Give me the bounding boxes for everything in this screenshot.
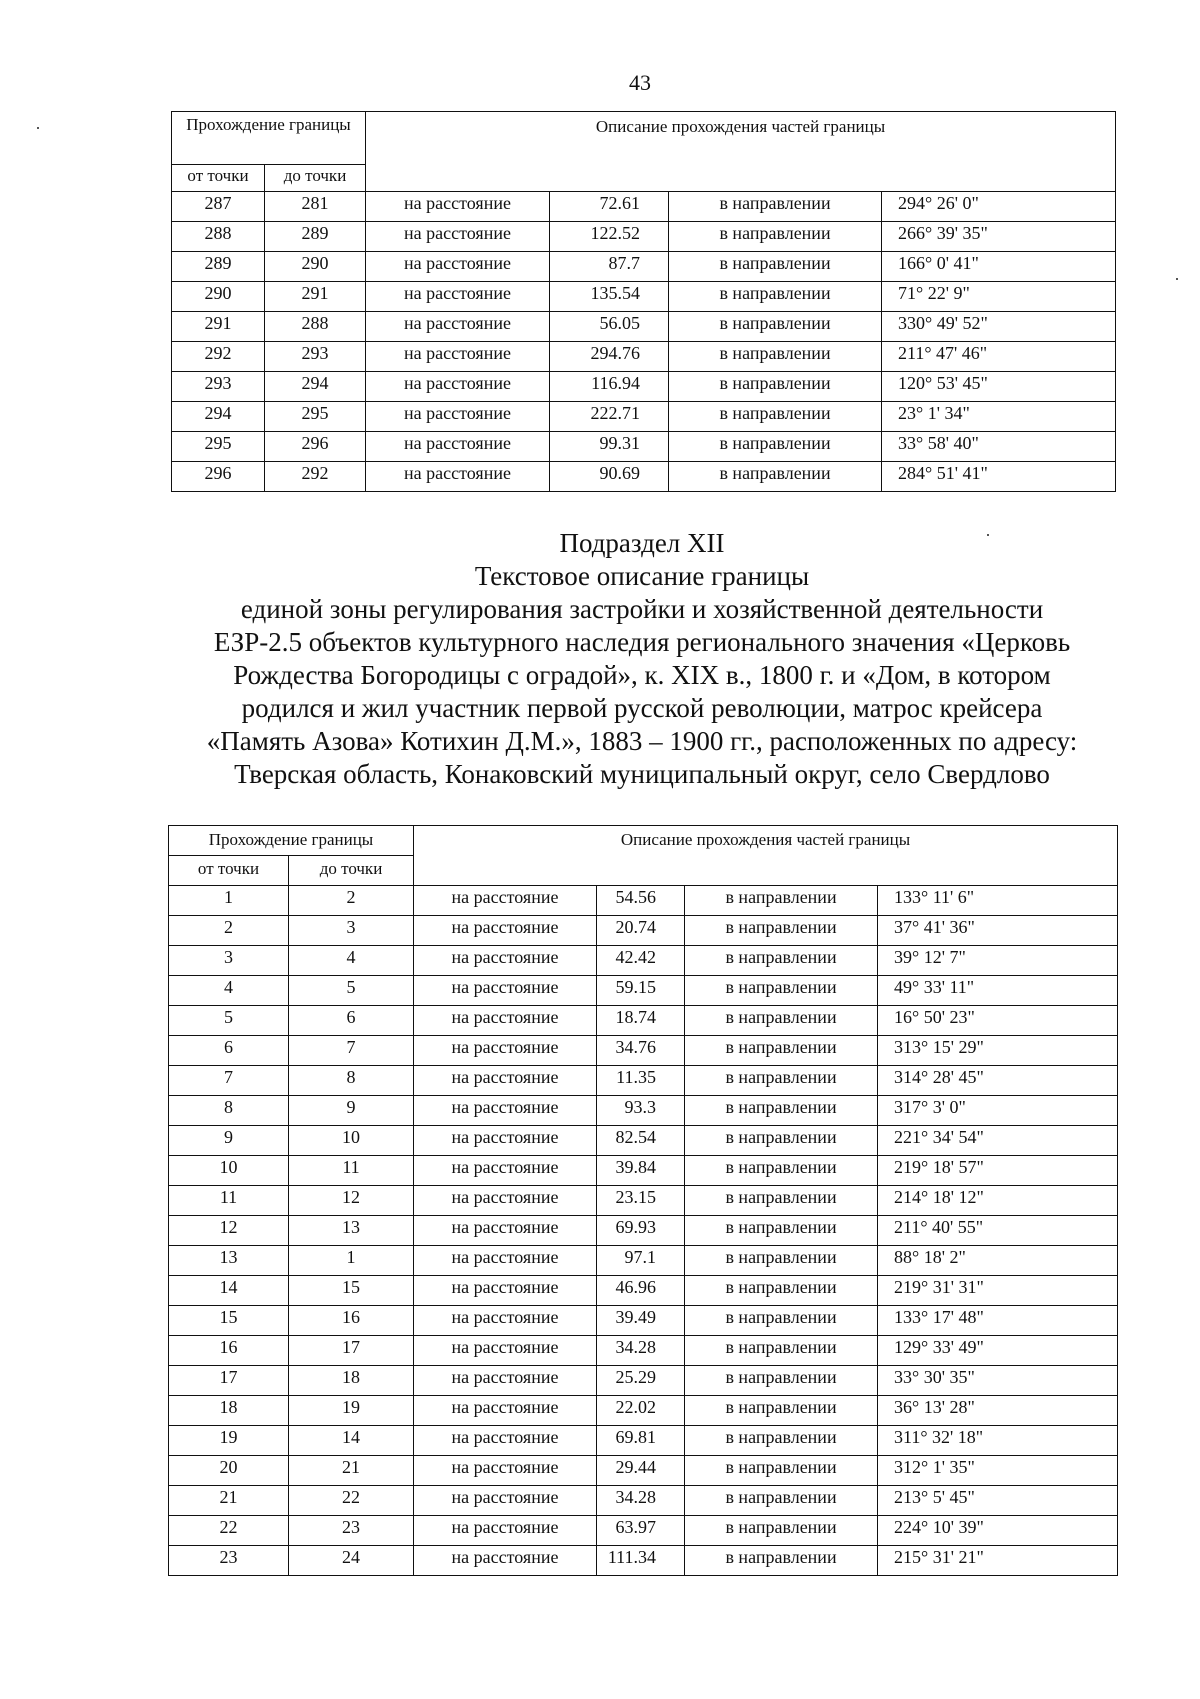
header-from-point: от точки — [172, 165, 265, 192]
table-row — [169, 1456, 1118, 1486]
cell-direction: 330° 49' 52" — [882, 312, 1116, 342]
cell-direction: 33° 30' 35" — [878, 1366, 1118, 1396]
table-row — [169, 1096, 1118, 1126]
cell-direction-label: в направлении — [685, 1516, 878, 1546]
cell-distance: 111.34 — [597, 1546, 685, 1576]
table-row — [172, 342, 1116, 372]
cell-distance: 122.52 — [550, 222, 669, 252]
cell-distance: 93.3 — [597, 1096, 685, 1126]
cell-distance: 34.76 — [597, 1036, 685, 1066]
cell-distance: 25.29 — [597, 1366, 685, 1396]
table-row — [169, 1006, 1118, 1036]
cell-direction: 317° 3' 0" — [878, 1096, 1118, 1126]
table-row — [169, 1216, 1118, 1246]
cell-to-point: 288 — [265, 312, 366, 342]
cell-from-point: 17 — [169, 1366, 289, 1396]
table-row — [172, 432, 1116, 462]
cell-distance-label: на расстояние — [414, 976, 597, 1006]
cell-distance-label: на расстояние — [414, 1186, 597, 1216]
table-row — [172, 282, 1116, 312]
cell-distance-label: на расстояние — [366, 462, 550, 492]
cell-distance-label: на расстояние — [414, 1036, 597, 1066]
cell-direction-label: в направлении — [685, 886, 878, 916]
scan-speck — [1176, 278, 1178, 280]
section-heading — [168, 527, 1116, 791]
cell-to-point: 13 — [289, 1216, 414, 1246]
cell-from-point: 293 — [172, 372, 265, 402]
cell-to-point: 17 — [289, 1336, 414, 1366]
cell-distance-label: на расстояние — [414, 1396, 597, 1426]
cell-direction: 71° 22' 9" — [882, 282, 1116, 312]
cell-direction: 33° 58' 40" — [882, 432, 1116, 462]
cell-direction-label: в направлении — [685, 1546, 878, 1576]
cell-direction: 213° 5' 45" — [878, 1486, 1118, 1516]
cell-distance: 39.84 — [597, 1156, 685, 1186]
table-row — [169, 976, 1118, 1006]
cell-distance: 97.1 — [597, 1246, 685, 1276]
cell-from-point: 8 — [169, 1096, 289, 1126]
cell-to-point: 293 — [265, 342, 366, 372]
cell-direction: 214° 18' 12" — [878, 1186, 1118, 1216]
cell-to-point: 11 — [289, 1156, 414, 1186]
cell-direction-label: в направлении — [685, 1456, 878, 1486]
cell-to-point: 14 — [289, 1426, 414, 1456]
cell-distance: 72.61 — [550, 192, 669, 222]
cell-direction-label: в направлении — [669, 252, 882, 282]
header-passage: Прохождение границы — [172, 112, 366, 165]
cell-distance: 59.15 — [597, 976, 685, 1006]
scan-speck — [37, 127, 39, 129]
cell-direction: 23° 1' 34" — [882, 402, 1116, 432]
cell-distance-label: на расстояние — [414, 916, 597, 946]
table-row — [169, 1546, 1118, 1576]
cell-direction-label: в направлении — [669, 222, 882, 252]
cell-to-point: 8 — [289, 1066, 414, 1096]
cell-distance: 39.49 — [597, 1306, 685, 1336]
cell-distance-label: на расстояние — [414, 1516, 597, 1546]
section-heading-line: единой зоны регулирования застройки и хозяйственной деятельности — [240, 594, 1044, 624]
cell-to-point: 1 — [289, 1246, 414, 1276]
table-row — [172, 312, 1116, 342]
table-row — [169, 1156, 1118, 1186]
header-to-point: до точки — [289, 856, 414, 886]
cell-distance: 82.54 — [597, 1126, 685, 1156]
cell-distance: 63.97 — [597, 1516, 685, 1546]
cell-direction-label: в направлении — [685, 946, 878, 976]
cell-direction: 224° 10' 39" — [878, 1516, 1118, 1546]
cell-direction: 37° 41' 36" — [878, 916, 1118, 946]
cell-from-point: 22 — [169, 1516, 289, 1546]
cell-direction: 88° 18' 2" — [878, 1246, 1118, 1276]
cell-direction: 16° 50' 23" — [878, 1006, 1118, 1036]
cell-to-point: 5 — [289, 976, 414, 1006]
section-heading-line: «Память Азова» Котихин Д.М.», 1883 – 1900 гг., расположенных по адресу: — [206, 726, 1078, 756]
cell-direction-label: в направлении — [685, 916, 878, 946]
cell-distance-label: на расстояние — [414, 1246, 597, 1276]
header-to-point: до точки — [265, 165, 366, 192]
cell-distance: 22.02 — [597, 1396, 685, 1426]
table-row — [172, 462, 1116, 492]
cell-direction: 133° 11' 6" — [878, 886, 1118, 916]
table-row — [172, 372, 1116, 402]
cell-from-point: 287 — [172, 192, 265, 222]
cell-direction-label: в направлении — [669, 372, 882, 402]
table-row — [172, 402, 1116, 432]
cell-from-point: 11 — [169, 1186, 289, 1216]
cell-distance: 18.74 — [597, 1006, 685, 1036]
section-heading-line: ЕЗР-2.5 объектов культурного наследия регионального значения «Церковь — [213, 627, 1071, 657]
cell-distance-label: на расстояние — [366, 402, 550, 432]
cell-to-point: 294 — [265, 372, 366, 402]
cell-direction-label: в направлении — [669, 402, 882, 432]
cell-distance: 69.93 — [597, 1216, 685, 1246]
table-row — [169, 1246, 1118, 1276]
boundary-table-top — [171, 111, 1116, 492]
cell-distance-label: на расстояние — [366, 432, 550, 462]
cell-from-point: 295 — [172, 432, 265, 462]
cell-to-point: 18 — [289, 1366, 414, 1396]
cell-distance-label: на расстояние — [366, 252, 550, 282]
cell-distance-label: на расстояние — [414, 1156, 597, 1186]
cell-distance-label: на расстояние — [414, 1066, 597, 1096]
table-row — [172, 192, 1116, 222]
cell-from-point: 6 — [169, 1036, 289, 1066]
cell-to-point: 281 — [265, 192, 366, 222]
cell-distance-label: на расстояние — [414, 886, 597, 916]
section-heading-line: Подраздел XII — [559, 528, 725, 558]
cell-direction: 313° 15' 29" — [878, 1036, 1118, 1066]
table-row — [169, 946, 1118, 976]
cell-direction: 314° 28' 45" — [878, 1066, 1118, 1096]
cell-to-point: 290 — [265, 252, 366, 282]
cell-direction-label: в направлении — [685, 1186, 878, 1216]
cell-distance: 29.44 — [597, 1456, 685, 1486]
cell-distance-label: на расстояние — [414, 1366, 597, 1396]
cell-to-point: 291 — [265, 282, 366, 312]
cell-distance: 34.28 — [597, 1336, 685, 1366]
table-row — [169, 1126, 1118, 1156]
cell-distance: 99.31 — [550, 432, 669, 462]
cell-direction-label: в направлении — [685, 1216, 878, 1246]
cell-direction: 284° 51' 41" — [882, 462, 1116, 492]
cell-from-point: 23 — [169, 1546, 289, 1576]
table-row — [169, 1306, 1118, 1336]
section-heading-line: родился и жил участник первой русской революции, матрос крейсера — [241, 693, 1043, 723]
cell-from-point: 16 — [169, 1336, 289, 1366]
cell-distance-label: на расстояние — [414, 1306, 597, 1336]
cell-distance-label: на расстояние — [366, 282, 550, 312]
cell-direction: 39° 12' 7" — [878, 946, 1118, 976]
cell-distance-label: на расстояние — [366, 222, 550, 252]
cell-to-point: 19 — [289, 1396, 414, 1426]
cell-to-point: 23 — [289, 1516, 414, 1546]
cell-direction-label: в направлении — [685, 1426, 878, 1456]
cell-direction-label: в направлении — [685, 1246, 878, 1276]
cell-direction-label: в направлении — [685, 1066, 878, 1096]
cell-from-point: 288 — [172, 222, 265, 252]
cell-to-point: 16 — [289, 1306, 414, 1336]
cell-to-point: 295 — [265, 402, 366, 432]
cell-to-point: 292 — [265, 462, 366, 492]
cell-direction-label: в направлении — [685, 1156, 878, 1186]
cell-direction-label: в направлении — [685, 1006, 878, 1036]
page-number: 43 — [629, 70, 651, 95]
cell-to-point: 15 — [289, 1276, 414, 1306]
table-row — [169, 1276, 1118, 1306]
table-row — [169, 1516, 1118, 1546]
cell-direction: 266° 39' 35" — [882, 222, 1116, 252]
cell-distance-label: на расстояние — [414, 1006, 597, 1036]
table-row — [172, 222, 1116, 252]
cell-distance-label: на расстояние — [414, 1126, 597, 1156]
cell-direction-label: в направлении — [685, 1276, 878, 1306]
cell-from-point: 289 — [172, 252, 265, 282]
header-description: Описание прохождения частей границы — [414, 826, 1118, 886]
cell-direction-label: в направлении — [685, 976, 878, 1006]
cell-from-point: 290 — [172, 282, 265, 312]
cell-direction: 36° 13' 28" — [878, 1396, 1118, 1426]
cell-direction: 120° 53' 45" — [882, 372, 1116, 402]
cell-from-point: 20 — [169, 1456, 289, 1486]
cell-direction-label: в направлении — [669, 192, 882, 222]
table-row — [169, 886, 1118, 916]
cell-distance-label: на расстояние — [414, 1336, 597, 1366]
cell-direction: 49° 33' 11" — [878, 976, 1118, 1006]
cell-distance: 90.69 — [550, 462, 669, 492]
cell-direction-label: в направлении — [685, 1036, 878, 1066]
cell-distance: 69.81 — [597, 1426, 685, 1456]
cell-distance-label: на расстояние — [366, 342, 550, 372]
cell-direction-label: в направлении — [685, 1396, 878, 1426]
cell-distance-label: на расстояние — [414, 1486, 597, 1516]
cell-distance: 34.28 — [597, 1486, 685, 1516]
cell-from-point: 291 — [172, 312, 265, 342]
cell-to-point: 12 — [289, 1186, 414, 1216]
cell-distance-label: на расстояние — [414, 1456, 597, 1486]
boundary-table-bottom — [168, 825, 1118, 1576]
cell-direction-label: в направлении — [685, 1336, 878, 1366]
section-heading-line: Тверская область, Конаковский муниципальный округ, село Свердлово — [234, 759, 1050, 789]
table-row — [169, 1486, 1118, 1516]
cell-distance-label: на расстояние — [414, 1096, 597, 1126]
cell-to-point: 21 — [289, 1456, 414, 1486]
cell-distance-label: на расстояние — [414, 1216, 597, 1246]
cell-distance-label: на расстояние — [414, 1426, 597, 1456]
table-row — [169, 1066, 1118, 1096]
header-description: Описание прохождения частей границы — [366, 112, 1116, 192]
cell-from-point: 292 — [172, 342, 265, 372]
table-row — [172, 252, 1116, 282]
cell-from-point: 12 — [169, 1216, 289, 1246]
cell-direction-label: в направлении — [685, 1366, 878, 1396]
table-row — [169, 1036, 1118, 1066]
cell-direction-label: в направлении — [669, 312, 882, 342]
cell-distance: 56.05 — [550, 312, 669, 342]
cell-direction: 219° 18' 57" — [878, 1156, 1118, 1186]
cell-direction-label: в направлении — [669, 432, 882, 462]
cell-to-point: 3 — [289, 916, 414, 946]
table-row — [169, 916, 1118, 946]
cell-distance: 23.15 — [597, 1186, 685, 1216]
cell-from-point: 10 — [169, 1156, 289, 1186]
cell-to-point: 24 — [289, 1546, 414, 1576]
cell-direction-label: в направлении — [685, 1486, 878, 1516]
cell-distance: 54.56 — [597, 886, 685, 916]
cell-distance: 42.42 — [597, 946, 685, 976]
header-from-point: от точки — [169, 856, 289, 886]
cell-direction-label: в направлении — [669, 462, 882, 492]
cell-from-point: 13 — [169, 1246, 289, 1276]
cell-from-point: 15 — [169, 1306, 289, 1336]
cell-direction: 133° 17' 48" — [878, 1306, 1118, 1336]
cell-direction: 211° 47' 46" — [882, 342, 1116, 372]
cell-direction-label: в направлении — [685, 1096, 878, 1126]
cell-distance: 294.76 — [550, 342, 669, 372]
cell-direction: 129° 33' 49" — [878, 1336, 1118, 1366]
cell-direction: 166° 0' 41" — [882, 252, 1116, 282]
table-row — [169, 1426, 1118, 1456]
cell-direction: 294° 26' 0" — [882, 192, 1116, 222]
cell-from-point: 14 — [169, 1276, 289, 1306]
table-row — [169, 1366, 1118, 1396]
cell-from-point: 7 — [169, 1066, 289, 1096]
cell-from-point: 296 — [172, 462, 265, 492]
cell-to-point: 22 — [289, 1486, 414, 1516]
cell-direction: 211° 40' 55" — [878, 1216, 1118, 1246]
cell-to-point: 6 — [289, 1006, 414, 1036]
cell-from-point: 18 — [169, 1396, 289, 1426]
cell-direction: 215° 31' 21" — [878, 1546, 1118, 1576]
cell-from-point: 2 — [169, 916, 289, 946]
table-row — [169, 1336, 1118, 1366]
cell-distance: 116.94 — [550, 372, 669, 402]
cell-distance-label: на расстояние — [366, 372, 550, 402]
cell-from-point: 19 — [169, 1426, 289, 1456]
cell-distance-label: на расстояние — [366, 312, 550, 342]
cell-from-point: 9 — [169, 1126, 289, 1156]
cell-direction: 311° 32' 18" — [878, 1426, 1118, 1456]
cell-to-point: 289 — [265, 222, 366, 252]
cell-distance: 135.54 — [550, 282, 669, 312]
cell-direction-label: в направлении — [669, 282, 882, 312]
cell-to-point: 10 — [289, 1126, 414, 1156]
header-passage: Прохождение границы — [169, 826, 414, 856]
cell-from-point: 21 — [169, 1486, 289, 1516]
cell-to-point: 296 — [265, 432, 366, 462]
cell-direction: 219° 31' 31" — [878, 1276, 1118, 1306]
cell-distance: 222.71 — [550, 402, 669, 432]
cell-to-point: 2 — [289, 886, 414, 916]
cell-direction: 221° 34' 54" — [878, 1126, 1118, 1156]
cell-distance: 20.74 — [597, 916, 685, 946]
cell-direction-label: в направлении — [669, 342, 882, 372]
cell-distance-label: на расстояние — [414, 1276, 597, 1306]
table-row — [169, 1396, 1118, 1426]
cell-distance-label: на расстояние — [366, 192, 550, 222]
cell-from-point: 1 — [169, 886, 289, 916]
cell-to-point: 7 — [289, 1036, 414, 1066]
cell-distance: 87.7 — [550, 252, 669, 282]
cell-from-point: 3 — [169, 946, 289, 976]
cell-distance: 46.96 — [597, 1276, 685, 1306]
section-heading-line: Рождества Богородицы с оградой», к. XIX в., 1800 г. и «Дом, в котором — [233, 660, 1051, 690]
cell-direction: 312° 1' 35" — [878, 1456, 1118, 1486]
cell-direction-label: в направлении — [685, 1126, 878, 1156]
cell-from-point: 4 — [169, 976, 289, 1006]
cell-to-point: 9 — [289, 1096, 414, 1126]
cell-to-point: 4 — [289, 946, 414, 976]
cell-from-point: 294 — [172, 402, 265, 432]
cell-distance: 11.35 — [597, 1066, 685, 1096]
cell-distance-label: на расстояние — [414, 946, 597, 976]
cell-from-point: 5 — [169, 1006, 289, 1036]
table-row — [169, 1186, 1118, 1216]
cell-direction-label: в направлении — [685, 1306, 878, 1336]
cell-distance-label: на расстояние — [414, 1546, 597, 1576]
section-heading-line: Текстовое описание границы — [474, 561, 810, 591]
